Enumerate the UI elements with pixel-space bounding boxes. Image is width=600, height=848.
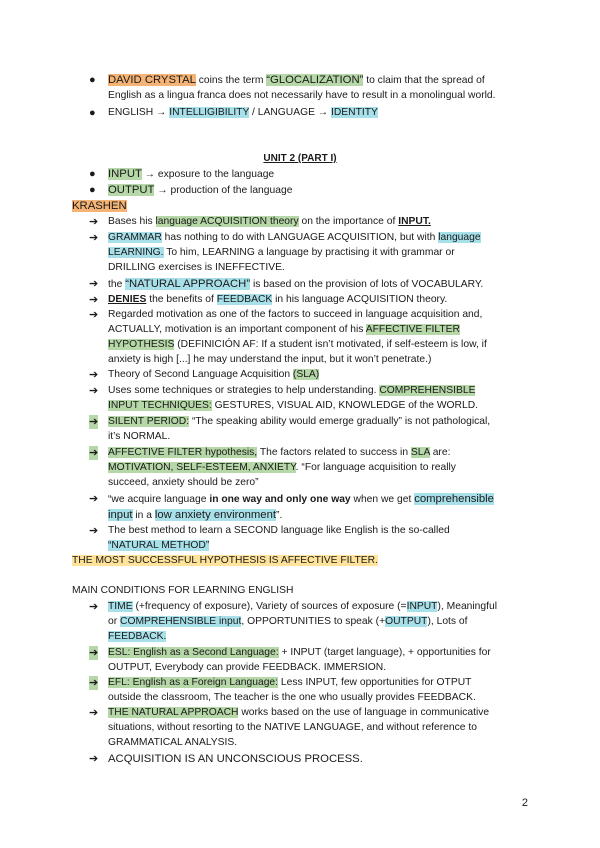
krashen-line: DRILLING exercises is INEFFECTIVE. — [108, 262, 285, 273]
arrow-icon: ➔ — [89, 601, 99, 613]
arrow-icon: ➔ — [89, 216, 99, 228]
arrow-icon: ➔ — [89, 278, 99, 290]
krashen-line: Uses some techniques or strategies to help understanding. COMPREHENSIBLE — [108, 385, 476, 396]
bullet-icon: ● — [89, 74, 96, 86]
conditions-line: OUTPUT, Everybody can provide FEEDBACK. IMMERSION. — [108, 662, 387, 673]
arrow-icon: ➔ — [89, 309, 99, 321]
krashen-line: the “NATURAL APPROACH” is based on the provision of lots of VOCABULARY. — [108, 278, 484, 290]
arrow-icon: ➔ — [89, 525, 99, 537]
arrow-icon: ➔ — [89, 385, 99, 397]
krashen-line: SILENT PERIOD: “The speaking ability would emerge gradually” is not pathological, — [108, 416, 491, 427]
krashen-line: HYPOTHESIS (DEFINICIÓN AF: If a student isn’t motivated, if self-esteem is low, if — [108, 339, 487, 350]
bullet-icon: ● — [89, 184, 96, 196]
arrow-icon: ➔ — [89, 493, 99, 505]
arrow-icon: ➔ — [89, 647, 99, 659]
conditions-line: TIME (+frequency of exposure), Variety of sources of exposure (=INPUT), Meaningful — [108, 601, 498, 612]
arrow-icon: ➔ — [89, 369, 99, 381]
arrow-icon: ➔ — [89, 416, 99, 428]
conditions-line: THE NATURAL APPROACH works based on the use of language in communicative — [108, 707, 490, 718]
krashen-line: The best method to learn a SECOND language like English is the so-called — [108, 525, 450, 536]
conditions-line: FEEDBACK. — [108, 631, 167, 642]
krashen-line: ACTUALLY, motivation is an important component of his AFFECTIVE FILTER — [108, 324, 460, 335]
krashen-line: Bases his language ACQUISITION theory on the importance of INPUT. — [108, 216, 431, 227]
conditions-line: ACQUISITION IS AN UNCONSCIOUS PROCESS. — [108, 753, 363, 765]
bullet-icon: ● — [89, 168, 96, 180]
input-line: INPUT → exposure to the language — [108, 168, 275, 180]
conditions-line: EFL: English as a Foreign Language: Less INPUT, few opportunities for OTPUT — [108, 677, 472, 688]
conditions-line: ESL: English as a Second Language: + INPUT (target language), + opportunities for — [108, 647, 491, 658]
krashen-line: “we acquire language in one way and only one way when we get comprehensible — [108, 493, 494, 505]
krashen-line: INPUT TECHNIQUES: GESTURES, VISUAL AID, KNOWLEDGE of the WORLD. — [108, 400, 479, 411]
krashen-line: DENIES the benefits of FEEDBACK in his language ACQUISITION theory. — [108, 294, 448, 305]
arrow-icon: ➔ — [89, 294, 99, 306]
krashen-line: LEARNING. To him, LEARNING a language by practising it with grammar or — [108, 247, 455, 258]
conditions-line: GRAMMATICAL ANALYSIS. — [108, 737, 238, 748]
arrow-icon: ➔ — [89, 707, 99, 719]
arrow-icon: ➔ — [89, 753, 99, 765]
krashen-line: Regarded motivation as one of the factors to succeed in language acquisition and, — [108, 309, 483, 320]
summary-line: THE MOST SUCCESSFUL HYPOTHESIS IS AFFECTIVE FILTER. — [72, 555, 378, 566]
arrow-icon: ➔ — [89, 232, 99, 244]
arrow-icon: ➔ — [89, 447, 99, 459]
page-number: 2 — [521, 797, 528, 809]
unit-title: UNIT 2 (PART I) — [263, 153, 337, 164]
intelligibility-line: ENGLISH → INTELLIGIBILITY / LANGUAGE → IDENTITY — [108, 107, 378, 118]
conditions-line: or COMPREHENSIBLE input, OPPORTUNITIES to speak (+OUTPUT), Lots of — [108, 616, 468, 627]
output-line: OUTPUT → production of the language — [108, 184, 293, 196]
conditions-heading: MAIN CONDITIONS FOR LEARNING ENGLISH — [72, 585, 294, 596]
krashen-line: input in a low anxiety environment”. — [108, 509, 283, 521]
krashen-line: MOTIVATION, SELF-ESTEEM, ANXIETY. “For language acquisition to really — [108, 462, 456, 473]
krashen-heading: KRASHEN — [72, 200, 127, 212]
krashen-line: it’s NORMAL. — [108, 431, 171, 442]
krashen-line: Theory of Second Language Acquisition (SLA) — [108, 369, 320, 380]
krashen-line: AFFECTIVE FILTER hypothesis, The factors related to success in SLA are: — [108, 447, 451, 458]
conditions-line: situations, without resorting to the NATIVE LANGUAGE, and without reference to — [108, 722, 477, 733]
crystal-line: DAVID CRYSTAL coins the term “GLOCALIZATION” to claim that the spread of — [108, 74, 485, 86]
crystal-line-2: English as a lingua franca does not necessarily have to result in a monolingual world. — [108, 90, 496, 101]
krashen-line: GRAMMAR has nothing to do with LANGUAGE ACQUISITION, but with language — [108, 232, 481, 243]
arrow-icon: ➔ — [89, 677, 99, 689]
conditions-line: outside the classroom, The teacher is the one who usually provides FEEDBACK. — [108, 692, 476, 703]
bullet-icon: ● — [89, 107, 96, 119]
krashen-line: “NATURAL METHOD” — [108, 540, 210, 551]
krashen-line: anxiety is high [...] he may understand the input, but it won’t penetrate.) — [108, 354, 432, 365]
krashen-line: succeed, anxiety should be zero” — [108, 477, 259, 488]
